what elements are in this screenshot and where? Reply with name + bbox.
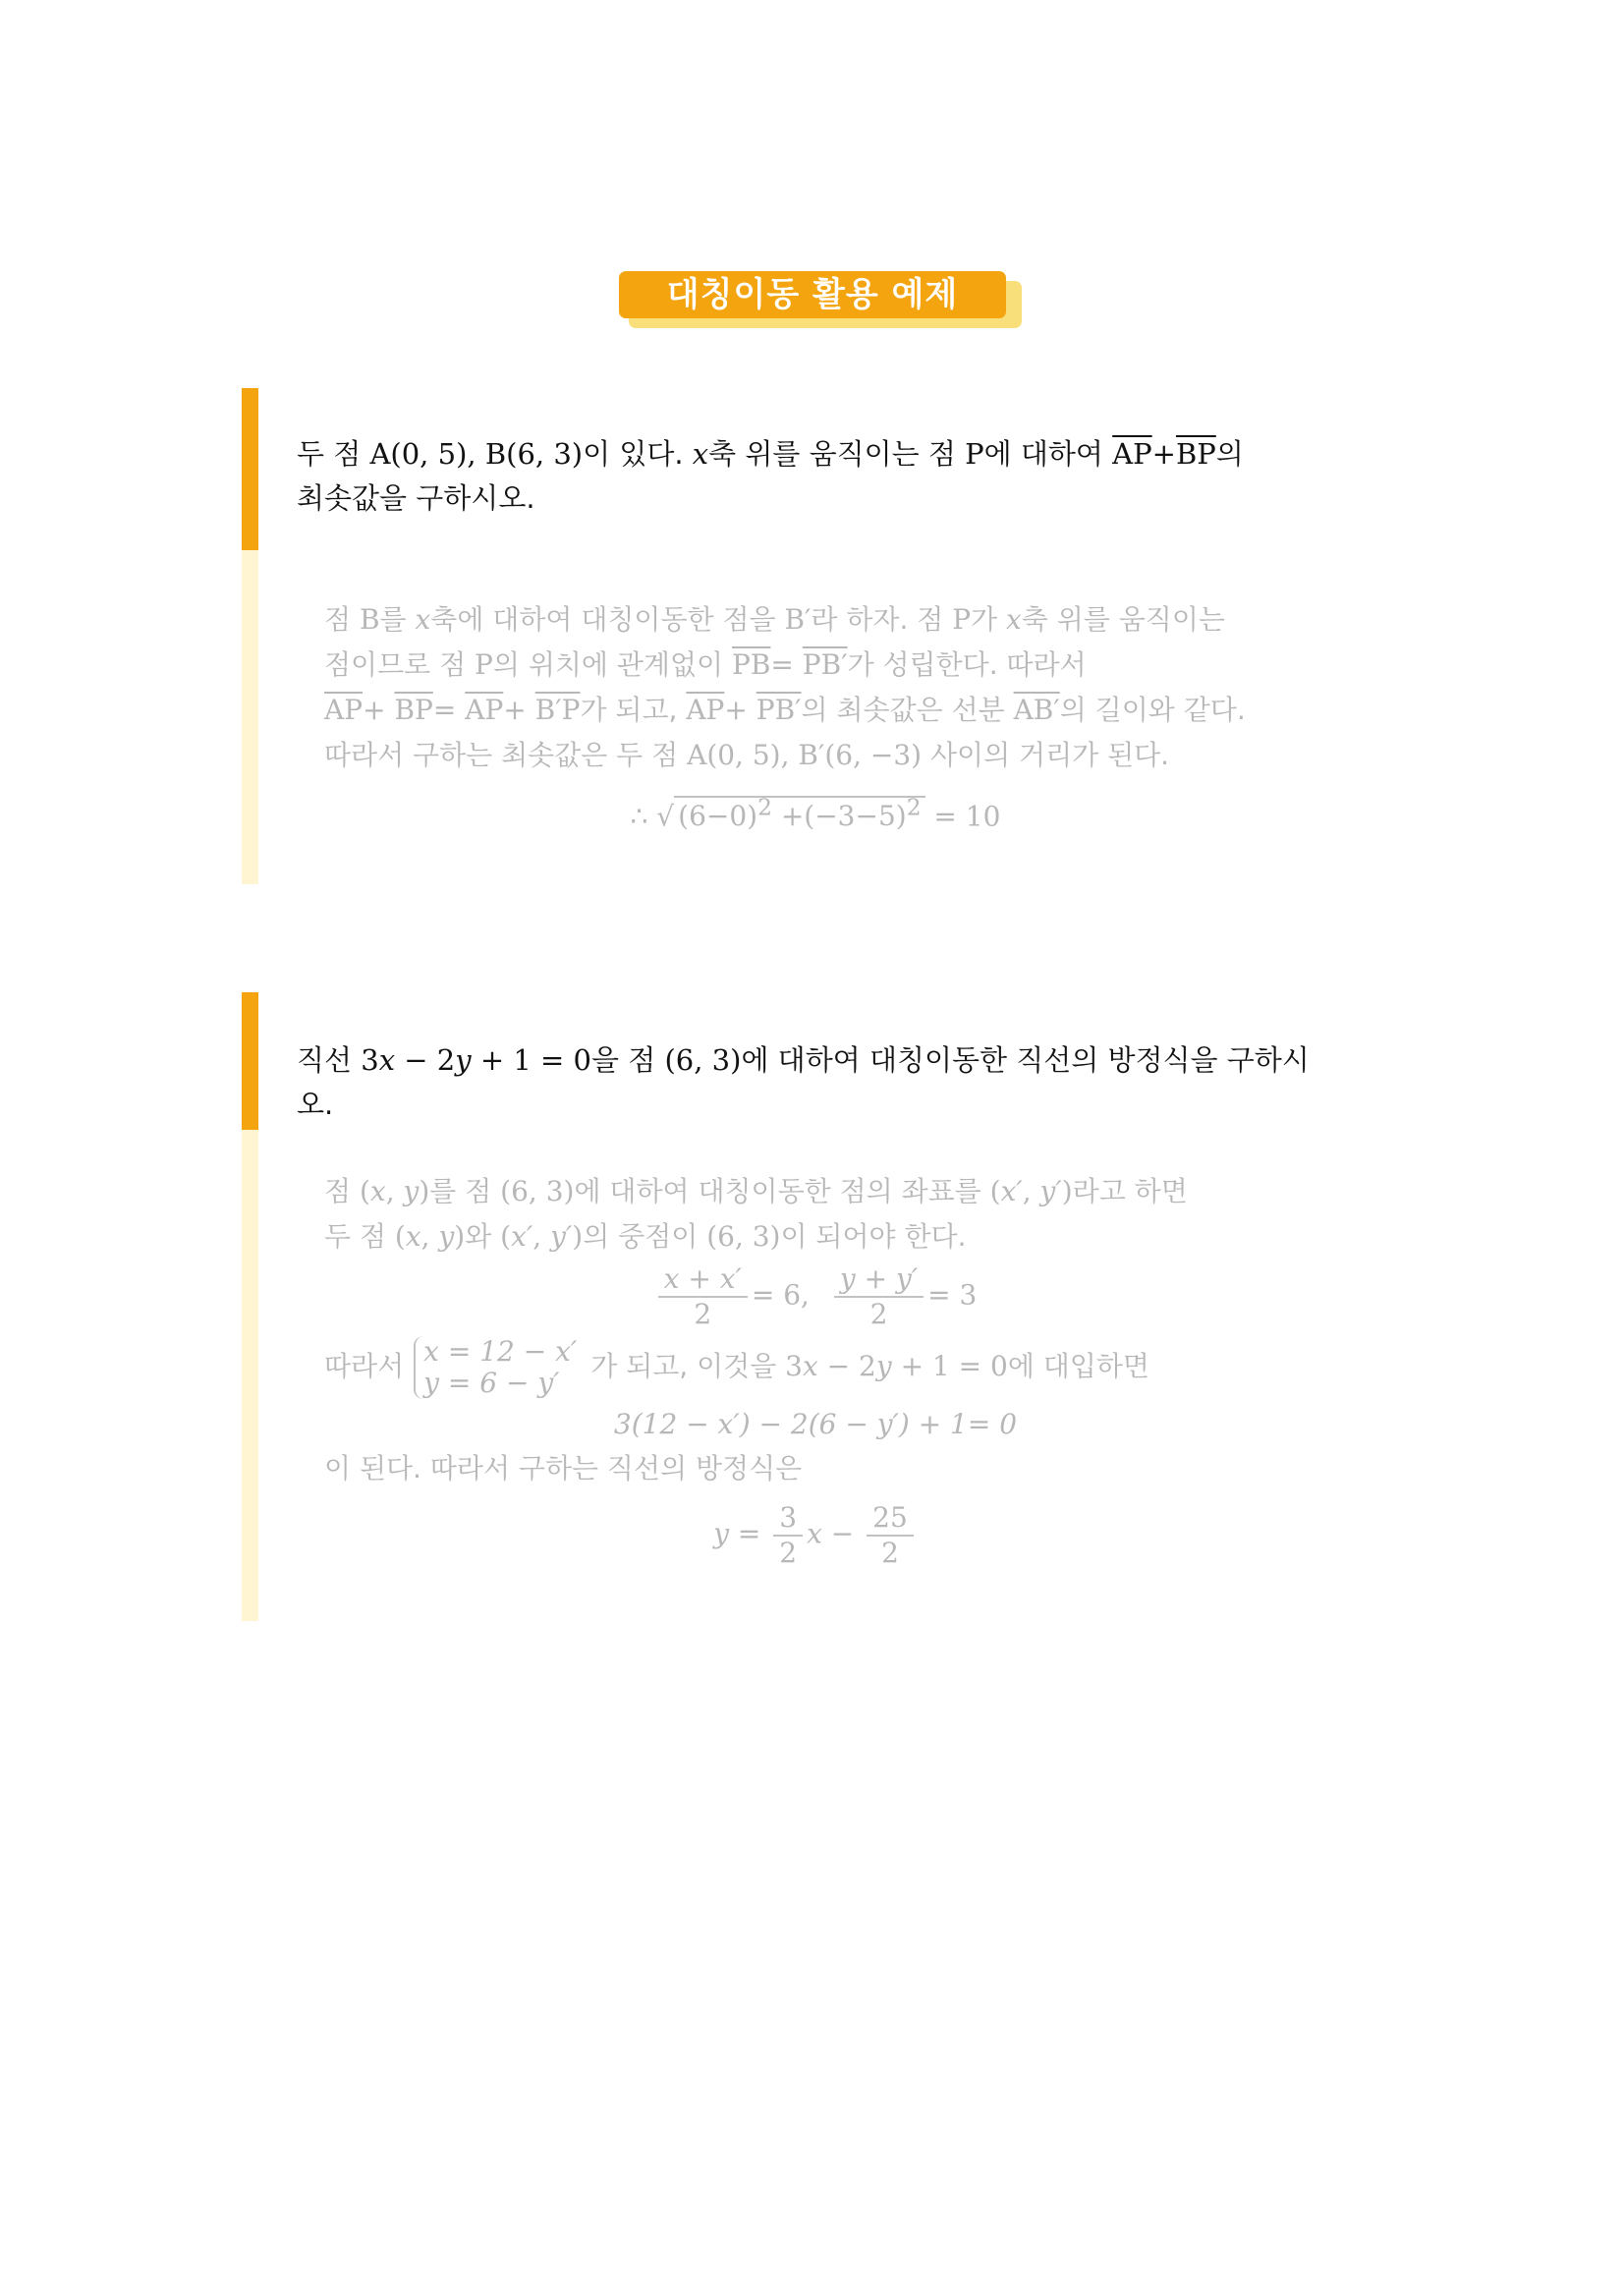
problem1-solution-line4: 따라서 구하는 최솟값은 두 점 A(0, 5), B′(6, −3) 사이의 거리가 된다.: [324, 739, 1170, 771]
problem2-solution-bar: [242, 1130, 258, 1621]
page-title: 대칭이동 활용 예제: [619, 271, 1006, 318]
problem1-accent-bar: [242, 388, 258, 550]
problem1-solution: [324, 597, 1326, 778]
problem2-substituted-equation: 3(12 − x′) − 2(6 − y′) + 1= 0: [613, 1408, 1018, 1440]
problem2-solution-line4: 이 된다. 따라서 구하는 직선의 방정식은: [324, 1452, 803, 1484]
problem2-system: x = 12 − x′ y = 6 − y′: [414, 1336, 577, 1399]
title-badge: [619, 271, 1012, 328]
problem2-solution-line1: 점 (x, y)를 점 (6, 3)에 대하여 대칭이동한 점의 좌표를 (x′, y′)라고 하면: [324, 1175, 1188, 1207]
problem2-answer: y = $\frac{3}{2}$ x − $\frac{25}{2}$: [324, 1501, 1307, 1570]
problem1-question: [297, 432, 1318, 521]
problem1-solution-line3: $\overline{AP}+ \overline{BP}= \overline{AP}+ B'P$가 되고, $\overline{AP}+ PB'$의 최솟값은 선분 AB′의 길이와 같다.: [324, 694, 1246, 726]
problem1-distance-formula: ∴ √ $(6-0)^2 +(-3-5)^2 = 10$: [630, 794, 1001, 833]
problem1-solution-line1: 점 B를 x축에 대하여 대칭이동한 점을 B′라 하자. 점 P가 x축 위를 움직이는: [324, 603, 1225, 636]
problem2-question: [297, 1038, 1318, 1127]
problem2-substitution-line: 따라서 x = 12 − x′ y = 6 − y′ 가 되고, 이것을 3x − 2y + 1 = 0에 대입하면: [324, 1335, 1149, 1399]
problem1-question-line2: 최솟값을 구하시오.: [297, 481, 535, 515]
problem2-solution-line2: 두 점 (x, y)와 (x′, y′)의 중점이 (6, 3)이 되어야 한다.: [324, 1220, 967, 1253]
problem2-solution: [324, 1169, 1326, 1260]
problem1-solution-line2: 점이므로 점 P의 위치에 관계없이 $\overline{PB}= PB'$가 성립한다. 따라서: [324, 648, 1087, 681]
problem2-accent-bar: [242, 992, 258, 1130]
problem1-solution-bar: [242, 550, 258, 884]
problem1-question-line1: 두 점 A(0, 5), B(6, 3)이 있다. x축 위를 움직이는 점 P에 대하여 $\overline{AP}+\overline{BP}$의: [297, 437, 1244, 471]
problem2-midpoint-equations: $\frac{x + x'}{2}$ = 6, $\frac{y + y'}{2}$ = 3: [324, 1262, 1307, 1331]
problem2-question-line1: 직선 3x − 2y + 1 = 0을 점 (6, 3)에 대하여 대칭이동한 직선의 방정식을 구하시오.: [297, 1043, 1310, 1121]
